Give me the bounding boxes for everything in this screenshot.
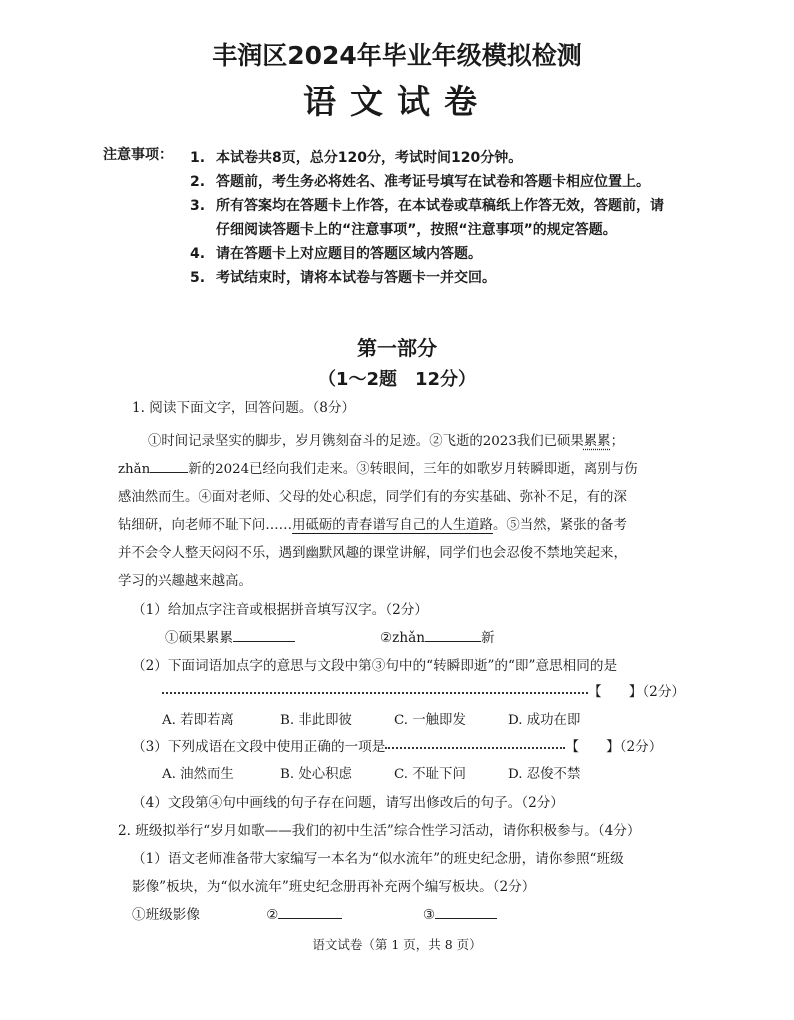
q2-slots-row — [132, 903, 497, 923]
pinyin-blank — [150, 458, 188, 473]
q1-sub2-leader-row — [162, 680, 685, 700]
notice-item-4 — [190, 243, 482, 263]
part-title: 第一部分 — [357, 336, 437, 360]
score: （2分） — [642, 684, 686, 700]
answer-bracket: 【 】 — [588, 684, 643, 700]
notice-item-text: 答题前，考生务必将姓名、准考证号填写在试卷和答题卡相应位置上。 — [216, 174, 650, 190]
dotted-chars: 累累 — [583, 434, 611, 449]
option-c: C. 不耻下问 — [394, 767, 466, 782]
passage-text: ； — [610, 434, 624, 449]
notice-item-num: 1. — [190, 150, 206, 166]
slot-label-1: ①班级影像 — [132, 907, 200, 923]
notice-item-5 — [190, 267, 496, 287]
q1-sub1-a — [165, 626, 295, 646]
page-footer: 语文试卷（第 1 页，共 8 页） — [312, 937, 482, 952]
question-1-stem: 1. 阅读下面文字，回答问题。（8分） — [132, 400, 356, 416]
score: （2分） — [619, 739, 663, 755]
slot-blank-2 — [278, 904, 342, 919]
notice-item-text: 考试结束时，请将本试卷与答题卡一并交回。 — [216, 270, 496, 286]
exam-subtitle: 语文试卷 — [303, 82, 491, 121]
option-d: D. 忍俊不禁 — [508, 767, 581, 782]
underlined-sentence: 用砥砺的青春谱写自己的人生道路 — [292, 518, 493, 533]
notice-item-num: 3. — [190, 198, 206, 214]
notice-item-text: 请在答题卡上对应题目的答题区域内答题。 — [216, 246, 482, 262]
q1-sub1: （1）给加点字注音或根据拼音填写汉字。（2分） — [132, 602, 428, 618]
answer-label: 新 — [480, 630, 495, 646]
notice-item-3-line2: 仔细阅读答题卡上的“注意事项”，按照“注意事项”的规定答题。 — [216, 222, 617, 238]
q1-sub4: （4）文段第④句中画线的句子存在问题，请写出修改后的句子。（2分） — [132, 795, 564, 811]
q1-sub3-options — [162, 763, 580, 782]
slot-label-3: ③ — [422, 907, 435, 923]
passage-text: ①时间记录坚实的脚步，岁月镌刻奋斗的足迹。②飞逝的2023我们已硕果 — [148, 434, 584, 449]
passage-line-6: 学习的兴趣越来越高。 — [118, 574, 252, 589]
answer-blank — [425, 627, 481, 642]
notice-item-3 — [190, 195, 664, 215]
answer-label: ①硕果累累 — [165, 630, 233, 646]
passage-line-1 — [148, 430, 624, 449]
q1-sub3 — [132, 735, 662, 755]
part-range: （1～2题 12分） — [317, 369, 477, 390]
notice-item-2 — [190, 171, 650, 191]
dot-leader — [162, 692, 588, 694]
notice-item-text: 所有答案均在答题卡上作答，在本试卷或草稿纸上作答无效，答题前，请 — [216, 198, 664, 214]
question-text: （3）下列成语在文段中使用正确的一项是 — [132, 739, 386, 755]
answer-label: ②zhǎn — [380, 630, 425, 646]
option-b: B. 非此即彼 — [280, 713, 352, 728]
passage-line-5: 并不会令人整天闷闷不乐，遇到幽默风趣的课堂讲解，同学们也会忍俊不禁地笑起来， — [118, 546, 627, 561]
option-b: B. 处心积虑 — [280, 767, 352, 782]
q1-sub2-options — [162, 709, 580, 728]
slot-blank-3 — [435, 904, 497, 919]
notice-label: 注意事项： — [103, 147, 173, 163]
passage-text: 。⑤当然，紧张的备考 — [492, 518, 627, 533]
option-c: C. 一触即发 — [394, 713, 466, 728]
exam-title: 丰润区2024年毕业年级模拟检测 — [212, 41, 582, 70]
notice-item-num: 4. — [190, 246, 206, 262]
answer-bracket: 【 】 — [565, 739, 620, 755]
q1-sub2: （2）下面词语加点字的意思与文段中第③句中的“转瞬即逝”的“即”意思相同的是 — [132, 658, 618, 674]
notice-item-num: 5. — [190, 270, 206, 286]
answer-blank — [233, 627, 295, 642]
passage-line-3: 感油然而生。④面对老师、父母的处心积虑，同学们有的夯实基础、弥补不足，有的深 — [118, 490, 627, 505]
question-2-stem: 2. 班级拟举行“岁月如歌——我们的初中生活”综合性学习活动，请你积极参与。（4分） — [118, 823, 641, 839]
option-a: A. 油然而生 — [162, 767, 234, 782]
passage-text: 钻细研，向老师不耻下问…… — [118, 518, 293, 533]
passage-line-4 — [118, 514, 627, 533]
notice-item-1 — [190, 147, 522, 167]
notice-item-text: 本试卷共8页，总分120分，考试时间120分钟。 — [216, 150, 523, 166]
q2-sub1-line1: （1）语文老师准备带大家编写一本名为“似水流年”的班史纪念册，请你参照“班级 — [132, 851, 624, 867]
option-d: D. 成功在即 — [508, 713, 581, 728]
passage-line-2 — [118, 458, 637, 477]
notice-item-num: 2. — [190, 174, 206, 190]
passage-text: 新的2024已经向我们走来。③转眼间，三年的如歌岁月转瞬即逝，离别与伤 — [188, 462, 638, 477]
pinyin-prompt: zhǎn — [118, 462, 151, 477]
dot-leader — [385, 747, 565, 749]
q2-sub1-line2: 影像”板块，为“似水流年”班史纪念册再补充两个编写板块。（2分） — [132, 879, 536, 895]
q1-sub1-b — [380, 626, 495, 646]
slot-label-2: ② — [266, 907, 279, 923]
option-a: A. 若即若离 — [162, 713, 234, 728]
